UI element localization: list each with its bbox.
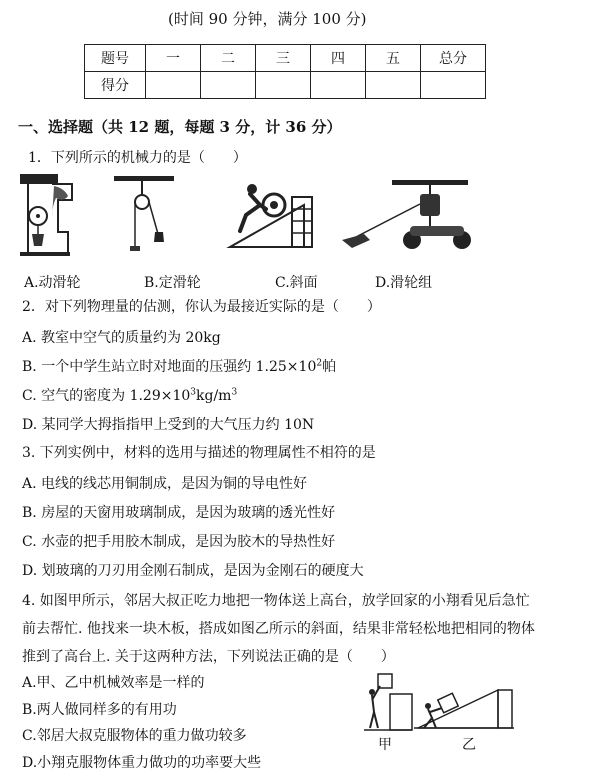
q4-figure-jia-lifting bbox=[364, 672, 414, 732]
q2-option-c-unit: kg/m bbox=[196, 388, 232, 404]
q2-option-c-text: C. 空气的密度为 1.29×10 bbox=[22, 388, 191, 404]
q4-figure-yi-incline bbox=[414, 676, 516, 732]
q3-option-a[interactable]: A. 电线的线芯用铜制成，是因为铜的导电性好 bbox=[22, 476, 308, 492]
q3-option-c[interactable]: C. 水壶的把手用胶木制成，是因为胶木的导热性好 bbox=[22, 534, 336, 550]
score-input-cell[interactable] bbox=[146, 72, 201, 99]
q1-figure-b-fixed-pulley bbox=[112, 172, 180, 252]
q2-option-d[interactable]: D. 某同学大拇指指甲上受到的大气压力约 10N bbox=[22, 417, 315, 433]
score-input-cell[interactable] bbox=[421, 72, 486, 99]
q2-option-b[interactable] bbox=[22, 356, 336, 376]
q1-figure-c-incline bbox=[226, 175, 318, 253]
q3-stem: 3. 下列实例中，材料的选用与描述的物理属性不相符的是 bbox=[22, 445, 376, 461]
q4-stem-line3: 推到了高台上. 关于这两种方法，下列说法正确的是（ ） bbox=[22, 649, 395, 665]
q2-option-b-unit: 帕 bbox=[322, 359, 337, 375]
q2-option-c-exponent: 3 bbox=[190, 387, 197, 398]
q4-option-b[interactable]: B.两人做同样多的有用功 bbox=[22, 702, 177, 718]
score-header-cell: 四 bbox=[311, 45, 366, 72]
q1-stem: 1．下列所示的机械力的是（ ） bbox=[28, 150, 247, 166]
q1-option-d[interactable]: D.滑轮组 bbox=[375, 275, 433, 291]
q3-option-d[interactable]: D. 划玻璃的刀刃用金刚石制成，是因为金刚石的硬度大 bbox=[22, 563, 364, 579]
q4-stem-line2: 前去帮忙. 他找来一块木板，搭成如图乙所示的斜面，结果非常轻松地把相同的物体 bbox=[22, 621, 535, 637]
q4-stem-line1: 4. 如图甲所示，邻居大叔正吃力地把一物体送上高台，放学回家的小翔看见后急忙 bbox=[22, 593, 530, 609]
time-note: (时间 90 分钟，满分 100 分) bbox=[168, 10, 367, 28]
q2-option-b-exponent: 2 bbox=[316, 358, 323, 369]
score-header-cell: 五 bbox=[366, 45, 421, 72]
q1-figure-a-movable-pulley bbox=[18, 172, 90, 258]
score-table-header-row bbox=[85, 45, 486, 72]
q1-option-b[interactable]: B.定滑轮 bbox=[144, 275, 201, 291]
score-header-cell: 一 bbox=[146, 45, 201, 72]
q4-option-d[interactable]: D.小翔克服物体重力做功的功率要大些 bbox=[22, 755, 262, 771]
score-input-cell[interactable] bbox=[256, 72, 311, 99]
score-header-cell: 三 bbox=[256, 45, 311, 72]
q4-option-a[interactable]: A.甲、乙中机械效率是一样的 bbox=[22, 675, 205, 691]
score-input-cell[interactable] bbox=[366, 72, 421, 99]
q2-option-c[interactable] bbox=[22, 385, 237, 405]
score-input-cell[interactable] bbox=[201, 72, 256, 99]
q2-option-c-unit-exponent: 3 bbox=[231, 387, 238, 398]
q2-option-a[interactable]: A. 教室中空气的质量约为 20kg bbox=[22, 330, 221, 346]
score-table-score-row bbox=[85, 72, 486, 99]
q2-option-b-text: B. 一个中学生站立时对地面的压强约 1.25×10 bbox=[22, 359, 317, 375]
q1-option-a[interactable]: A.动滑轮 bbox=[24, 275, 81, 291]
q1-option-c[interactable]: C.斜面 bbox=[275, 275, 318, 291]
score-row-label: 得分 bbox=[85, 72, 146, 99]
score-header-cell: 二 bbox=[201, 45, 256, 72]
score-input-cell[interactable] bbox=[311, 72, 366, 99]
q3-option-b[interactable]: B. 房屋的天窗用玻璃制成，是因为玻璃的透光性好 bbox=[22, 505, 336, 521]
q2-stem: 2．对下列物理量的估测，你认为最接近实际的是（ ） bbox=[22, 299, 381, 315]
q1-figure-d-pulley-block bbox=[334, 178, 484, 256]
q4-figure-yi-label: 乙 bbox=[462, 737, 476, 753]
section-title: 一、选择题（共 12 题，每题 3 分，计 36 分） bbox=[18, 118, 342, 136]
q4-option-c[interactable]: C.邻居大叔克服物体的重力做功较多 bbox=[22, 728, 247, 744]
q4-figure-jia-label: 甲 bbox=[378, 737, 392, 753]
score-table bbox=[84, 44, 486, 99]
score-header-cell: 总分 bbox=[421, 45, 486, 72]
score-header-cell: 题号 bbox=[85, 45, 146, 72]
